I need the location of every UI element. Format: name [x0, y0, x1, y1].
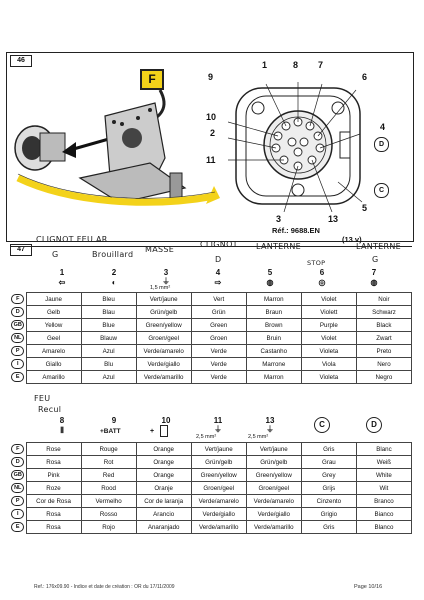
- table-cell: Verde/giallo: [246, 508, 301, 521]
- table-row: [10, 371, 412, 384]
- trailer-plug-icon: [15, 126, 65, 170]
- table-cell: Amarillo: [26, 371, 81, 384]
- stop-lamp-icon: ◎: [318, 278, 326, 287]
- t2-pin-11: 11: [213, 416, 223, 425]
- tail-lamp-right-icon: ◍: [266, 278, 274, 287]
- language-badge: D: [11, 307, 24, 317]
- pin-label-6: 6: [362, 72, 368, 82]
- table-cell: Grün: [191, 306, 246, 319]
- table-cell: Verde/amarelo: [191, 495, 246, 508]
- language-code: [10, 306, 26, 319]
- table-cell: Rot: [81, 456, 136, 469]
- table-cell: Verde: [191, 358, 246, 371]
- table-cell: Green: [191, 319, 246, 332]
- pin-label-1: 1: [262, 60, 268, 70]
- t1-pin-7: 7: [371, 268, 377, 277]
- table-cell: Groen: [191, 332, 246, 345]
- table-cell: Verde/amarillo: [191, 521, 246, 534]
- language-code: [10, 521, 26, 534]
- footer-reference: Ref.: 176x09.90 - Indice et date de création : OR du 17/11/2009: [34, 584, 175, 590]
- language-code: [10, 469, 26, 482]
- table-cell: Bleu: [81, 293, 136, 306]
- table-row: [10, 319, 412, 332]
- table-cell: Violet: [301, 293, 356, 306]
- table-cell: Red: [81, 469, 136, 482]
- table-cell: Vert/jaune: [191, 443, 246, 456]
- note-g: G: [372, 255, 379, 264]
- t1-pin-6: 6: [319, 268, 325, 277]
- table-row: [10, 345, 412, 358]
- table-cell: Noir: [356, 293, 411, 306]
- t1-pin-5: 5: [267, 268, 273, 277]
- tow-socket-illustration: [10, 78, 220, 218]
- language-code: [10, 345, 26, 358]
- table-cell: Gris: [301, 521, 356, 534]
- table-cell: Violeta: [301, 371, 356, 384]
- table-cell: Grün/gelb: [246, 456, 301, 469]
- table-cell: Wit: [356, 482, 411, 495]
- wire-color-table-1: [10, 292, 412, 384]
- note-lanterne: LANTERNE: [256, 242, 302, 251]
- pin-label-9: 9: [208, 72, 214, 82]
- note-feu: FEU: [34, 394, 51, 403]
- table-row: [10, 469, 412, 482]
- table-cell: Verde/amarelo: [246, 495, 301, 508]
- table-cell: Purple: [301, 319, 356, 332]
- table-cell: Pink: [26, 469, 81, 482]
- table-cell: Orange: [136, 469, 191, 482]
- table-cell: Verde/giallo: [136, 358, 191, 371]
- table-cell: Rosso: [81, 508, 136, 521]
- table-cell: Braun: [246, 306, 301, 319]
- t2-pin-13: 13: [265, 416, 275, 425]
- table-cell: Grün/gelb: [136, 306, 191, 319]
- language-code: [10, 319, 26, 332]
- t2-pin-d: D: [366, 417, 382, 433]
- table-cell: Blanco: [356, 521, 411, 534]
- battery-icon: [160, 425, 168, 437]
- table-cell: Bruin: [246, 332, 301, 345]
- table-cell: Rosa: [26, 456, 81, 469]
- tail-lamp-left-icon: ◍: [370, 278, 378, 287]
- ground-icon: ⏚: [162, 277, 170, 286]
- ground-icon-13: ⏚: [266, 425, 274, 434]
- table-cell: Arancio: [136, 508, 191, 521]
- note-brouillard: Brouillard: [92, 250, 134, 259]
- table-row: [10, 482, 412, 495]
- t1-pin-3: 3: [163, 268, 169, 277]
- table-cell: Green/yellow: [246, 469, 301, 482]
- table-row: [10, 508, 412, 521]
- language-code: [10, 332, 26, 345]
- table-cell: Blue: [81, 319, 136, 332]
- table-cell: Blanc: [356, 443, 411, 456]
- language-code: [10, 456, 26, 469]
- table-cell: Vermelho: [81, 495, 136, 508]
- table-cell: Cor de Rosa: [26, 495, 81, 508]
- side-d-marker: D: [374, 137, 389, 152]
- table-cell: Amarelo: [26, 345, 81, 358]
- table-cell: Groen/geel: [246, 482, 301, 495]
- table-cell: Groen/geel: [136, 332, 191, 345]
- table-cell: Viola: [301, 358, 356, 371]
- pin-label-2: 2: [210, 128, 216, 138]
- t2-pin-10: 10: [161, 416, 171, 425]
- table-row: [10, 358, 412, 371]
- table-cell: Verde: [191, 371, 246, 384]
- pin-label-8: 8: [293, 60, 299, 70]
- t1-pin3-section: 1,5 mm²: [150, 285, 171, 291]
- t1-pin-2: 2: [111, 268, 117, 277]
- table-cell: Yellow: [26, 319, 81, 332]
- table-cell: Rosa: [26, 508, 81, 521]
- note-d: D: [215, 255, 222, 264]
- table-cell: Rose: [26, 443, 81, 456]
- table-cell: Weiß: [356, 456, 411, 469]
- t2-pin10-plus: +: [150, 428, 155, 435]
- figure-letter-box: F: [140, 69, 164, 90]
- pin-label-10: 10: [206, 112, 217, 122]
- table-cell: Cinzento: [301, 495, 356, 508]
- right-turn-arrow-icon: ⇨: [214, 278, 222, 287]
- side-c-marker: C: [374, 183, 389, 198]
- language-badge: NL: [11, 483, 24, 493]
- table-cell: Branco: [356, 495, 411, 508]
- table-cell: Violeta: [301, 345, 356, 358]
- table-cell: Grijs: [301, 482, 356, 495]
- pin-label-13: 13: [328, 214, 339, 224]
- language-badge: F: [11, 294, 24, 304]
- note-g-2: G: [52, 250, 59, 259]
- note-clignot-feu-ar: CLIGNOT FEU AR: [36, 235, 108, 244]
- table-cell: Brown: [246, 319, 301, 332]
- table-cell: Grey: [301, 469, 356, 482]
- table-cell: Zwart: [356, 332, 411, 345]
- wire-color-table-2: [10, 442, 412, 534]
- language-badge: F: [11, 444, 24, 454]
- table-cell: Roze: [26, 482, 81, 495]
- pin-label-7: 7: [318, 60, 324, 70]
- table-cell: Verde/amarillo: [246, 521, 301, 534]
- table-cell: Anaranjado: [136, 521, 191, 534]
- ground-icon-11: ⏚: [214, 425, 222, 434]
- language-code: [10, 293, 26, 306]
- table-cell: Blauw: [81, 332, 136, 345]
- table-cell: Grigio: [301, 508, 356, 521]
- t1-pin-4: 4: [215, 268, 221, 277]
- table-cell: Vert: [191, 293, 246, 306]
- t2-pin9-batt: +BATT: [100, 428, 121, 435]
- table-cell: Gelb: [26, 306, 81, 319]
- table-cell: Rouge: [81, 443, 136, 456]
- table-cell: Vert/jaune: [136, 293, 191, 306]
- table-cell: Bianco: [356, 508, 411, 521]
- table-cell: Green/yellow: [136, 319, 191, 332]
- table-cell: Grün/gelb: [191, 456, 246, 469]
- table-cell: Rosa: [26, 521, 81, 534]
- table-cell: Marron: [246, 371, 301, 384]
- language-badge: E: [11, 522, 24, 532]
- table-cell: Verde/amarillo: [136, 371, 191, 384]
- pin-count: (13 v): [342, 235, 362, 244]
- language-code: [10, 443, 26, 456]
- table-cell: Oranje: [136, 482, 191, 495]
- table-row: [10, 443, 412, 456]
- table-cell: White: [356, 469, 411, 482]
- table-cell: Nero: [356, 358, 411, 371]
- section-number-box: 47: [10, 244, 32, 256]
- table-cell: Jaune: [26, 293, 81, 306]
- table-cell: Orange: [136, 443, 191, 456]
- reverse-lamp-icon: ⫴: [60, 426, 64, 435]
- table-row: [10, 293, 412, 306]
- table-cell: Verde/amarelo: [136, 345, 191, 358]
- footer-page-number: Page 10/16: [354, 584, 383, 590]
- connector-pinout-diagram: [228, 82, 368, 212]
- language-badge: D: [11, 457, 24, 467]
- t1-pin-1: 1: [59, 268, 65, 277]
- pin-label-4: 4: [380, 122, 386, 132]
- table-cell: Green/yellow: [191, 469, 246, 482]
- table-cell: Orange: [136, 456, 191, 469]
- language-badge: GB: [11, 470, 24, 480]
- table-row: [10, 521, 412, 534]
- note-masse: MASSE: [145, 245, 175, 254]
- t2-pin-c: C: [314, 417, 330, 433]
- language-code: [10, 358, 26, 371]
- note-stop: STOP: [307, 259, 326, 267]
- note-lanterne-2: LANTERNE: [356, 242, 402, 251]
- table-cell: Rood: [81, 482, 136, 495]
- t2-pin-9: 9: [111, 416, 117, 425]
- table-row: [10, 456, 412, 469]
- table-row: [10, 332, 412, 345]
- table-cell: Gris: [301, 443, 356, 456]
- reference-line: Réf.: 9688.EN: [272, 226, 320, 235]
- table-cell: Marrone: [246, 358, 301, 371]
- pin-label-11: 11: [206, 155, 216, 165]
- table-cell: Marron: [246, 293, 301, 306]
- table-cell: Violet: [301, 332, 356, 345]
- table-cell: Vert/jaune: [246, 443, 301, 456]
- language-badge: GB: [11, 320, 24, 330]
- page-number-box: 46: [10, 55, 32, 67]
- language-code: [10, 508, 26, 521]
- table-cell: Black: [356, 319, 411, 332]
- table-cell: Groen/geel: [191, 482, 246, 495]
- pin-label-3: 3: [276, 214, 282, 224]
- language-code: [10, 495, 26, 508]
- table-cell: Geel: [26, 332, 81, 345]
- table-cell: Azul: [81, 371, 136, 384]
- table-cell: Preto: [356, 345, 411, 358]
- table-cell: Cor de laranja: [136, 495, 191, 508]
- table-cell: Rojo: [81, 521, 136, 534]
- table-row: [10, 306, 412, 319]
- note-clignot: CLIGNOT: [200, 240, 238, 249]
- language-badge: P: [11, 346, 24, 356]
- language-badge: P: [11, 496, 24, 506]
- left-turn-arrow-icon: ⇦: [58, 278, 66, 287]
- table-cell: Grau: [301, 456, 356, 469]
- table-cell: Schwarz: [356, 306, 411, 319]
- language-code: [10, 371, 26, 384]
- note-recul: Recul: [38, 405, 62, 414]
- language-badge: I: [11, 359, 24, 369]
- table-cell: Verde/giallo: [191, 508, 246, 521]
- table-cell: Blau: [81, 306, 136, 319]
- language-badge: E: [11, 372, 24, 382]
- table-cell: Violett: [301, 306, 356, 319]
- language-badge: NL: [11, 333, 24, 343]
- pin-label-5: 5: [362, 203, 368, 213]
- language-code: [10, 482, 26, 495]
- table-row: [10, 495, 412, 508]
- t2-pin13-section: 2,5 mm²: [248, 434, 269, 440]
- table-cell: Castanho: [246, 345, 301, 358]
- t2-pin11-section: 2,5 mm²: [196, 434, 217, 440]
- t2-pin-8: 8: [59, 416, 65, 425]
- table-cell: Blu: [81, 358, 136, 371]
- table-cell: Giallo: [26, 358, 81, 371]
- fog-lamp-icon: ◐: [111, 278, 117, 287]
- table-cell: Verde: [191, 345, 246, 358]
- table-cell: Negro: [356, 371, 411, 384]
- language-badge: I: [11, 509, 24, 519]
- table-cell: Azul: [81, 345, 136, 358]
